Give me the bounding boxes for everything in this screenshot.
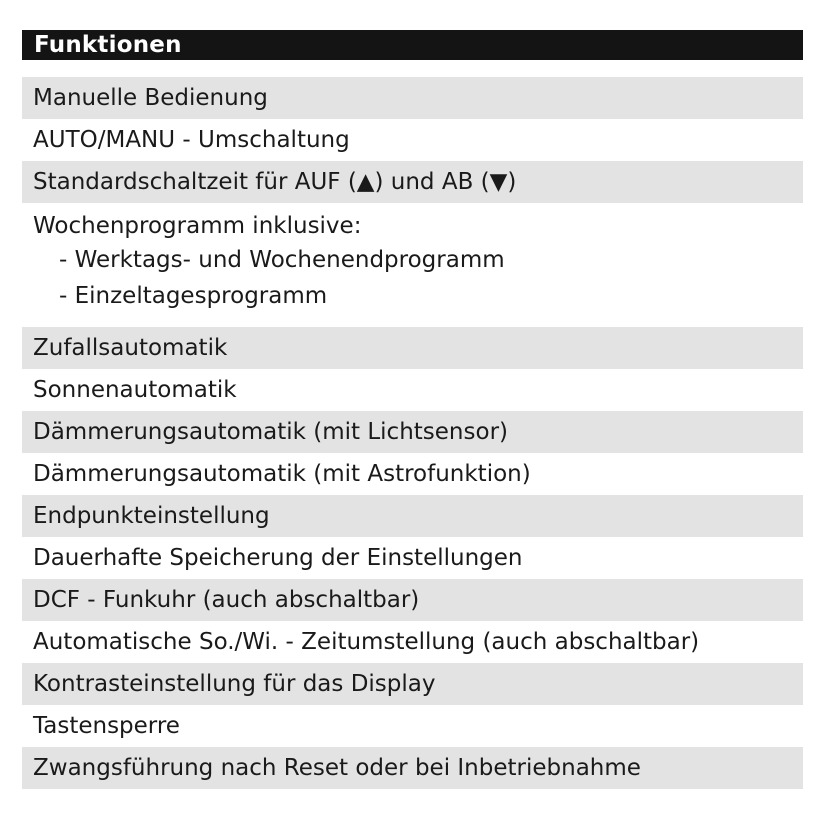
feature-label: Wochenprogramm inklusive: [33,213,362,239]
feature-label: Tastensperre [33,713,180,739]
feature-sub-item: - Einzeltagesprogramm [59,283,328,309]
feature-row [22,495,803,537]
feature-label: Standardschaltzeit für AUF (▲) und AB (▼) [33,169,517,195]
feature-label: Manuelle Bedienung [33,85,268,111]
feature-row [22,537,803,579]
feature-label: Automatische So./Wi. - Zeitumstellung (auch abschaltbar) [33,629,700,655]
feature-label: Dämmerungsautomatik (mit Astrofunktion) [33,461,531,487]
feature-row [22,453,803,495]
feature-label: Kontrasteinstellung für das Display [33,671,436,697]
feature-row [22,369,803,411]
feature-label: Dauerhafte Speicherung der Einstellungen [33,545,523,571]
feature-row [22,327,803,369]
section-header [22,30,803,60]
feature-label: Sonnenautomatik [33,377,237,403]
feature-row [22,77,803,119]
feature-row [22,663,803,705]
feature-row [22,411,803,453]
section-title: Funktionen [34,32,182,58]
feature-label: Zufallsautomatik [33,335,228,361]
feature-row-weekly-program [22,203,803,327]
feature-label: Endpunkteinstellung [33,503,270,529]
feature-row [22,621,803,663]
feature-label: DCF - Funkuhr (auch abschaltbar) [33,587,420,613]
feature-row [22,161,803,203]
feature-label: AUTO/MANU - Umschaltung [33,127,350,153]
feature-sub-item: - Werktags- und Wochenendprogramm [59,247,505,273]
feature-row [22,579,803,621]
feature-row [22,747,803,789]
feature-list [22,77,803,789]
feature-row [22,119,803,161]
feature-row [22,705,803,747]
feature-label: Dämmerungsautomatik (mit Lichtsensor) [33,419,508,445]
feature-label: Zwangsführung nach Reset oder bei Inbetriebnahme [33,755,641,781]
